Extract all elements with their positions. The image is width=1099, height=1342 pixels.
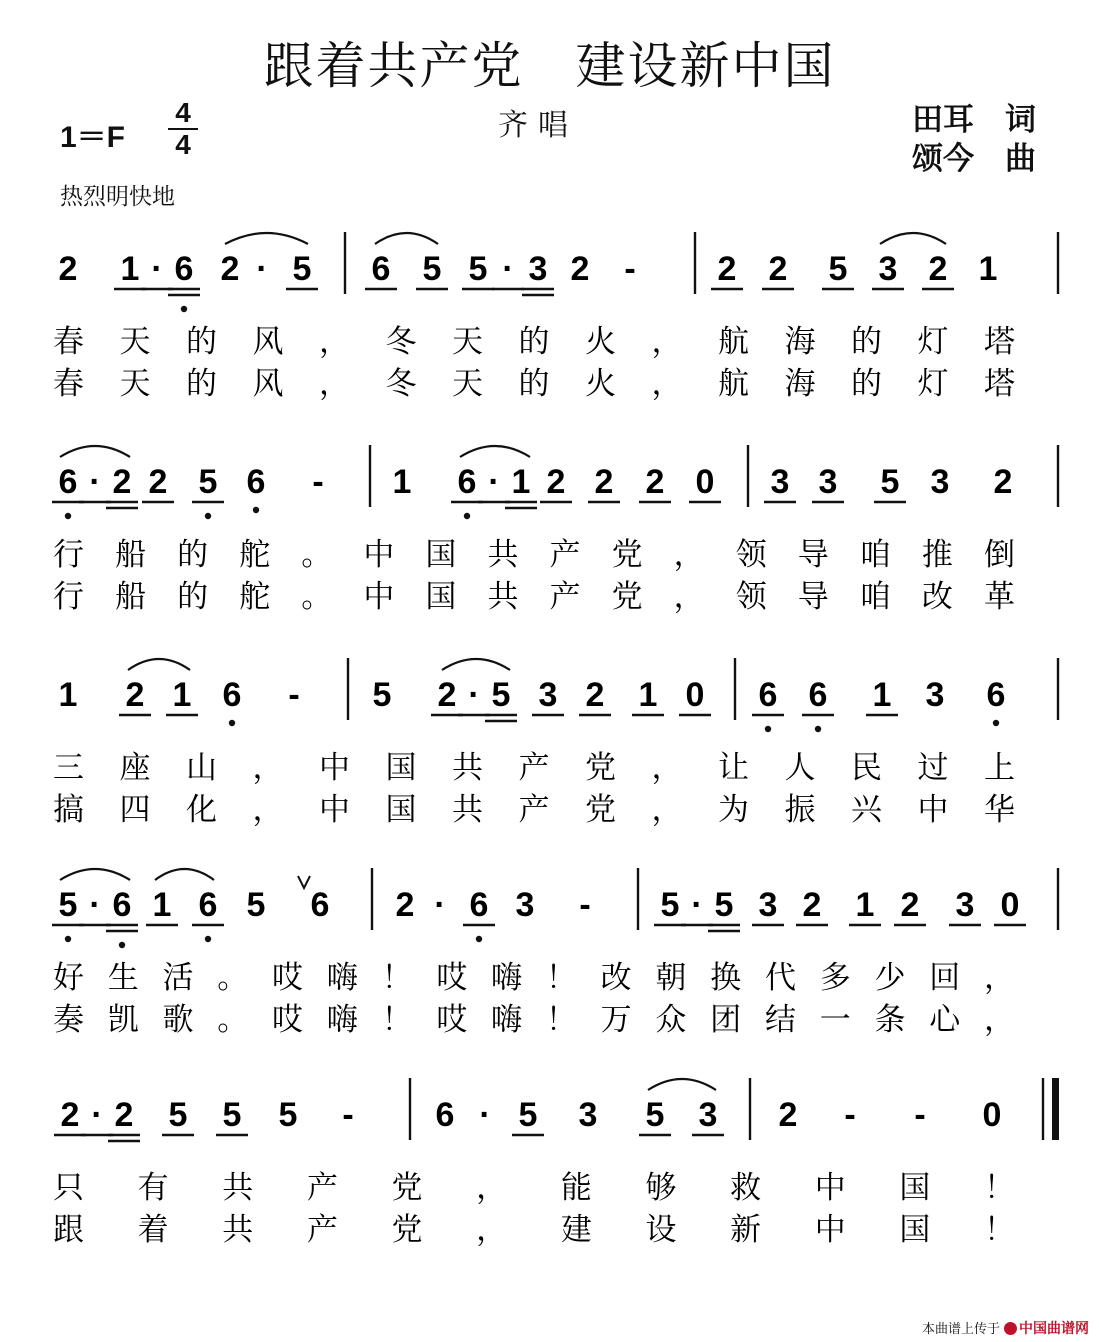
note: 3	[578, 1096, 598, 1134]
augmentation-dot: ·	[434, 886, 446, 924]
note: 6	[198, 886, 218, 924]
lyric-line: 行船的舵。中国共产党，领导咱推倒	[53, 537, 1016, 573]
note: 2	[125, 676, 145, 714]
slur-arc	[648, 1079, 716, 1090]
slur-arc	[375, 233, 438, 244]
note: 5	[660, 886, 680, 924]
note: 2	[717, 250, 737, 288]
lyric-line: 春天的风，冬天的火，航海的灯塔	[53, 366, 1015, 402]
dash-mark: -	[624, 250, 636, 288]
note: 3	[515, 886, 535, 924]
octave-dot	[65, 936, 71, 942]
slur-arc	[442, 659, 510, 670]
slur-arc	[225, 233, 308, 244]
note: 2	[220, 250, 240, 288]
footer-text: 本曲谱上传于	[921, 1322, 1000, 1337]
note: 2	[645, 463, 665, 501]
octave-dot	[205, 936, 211, 942]
note: 2	[585, 676, 605, 714]
slur-arc	[460, 446, 530, 457]
note: 5	[292, 250, 312, 288]
note: 3	[528, 250, 548, 288]
octave-dot	[253, 507, 259, 513]
note: 5	[714, 886, 734, 924]
augmentation-dot: ·	[691, 886, 703, 924]
note: 2	[928, 250, 948, 288]
octave-dot	[993, 720, 999, 726]
note: 2	[993, 463, 1013, 501]
note: 1	[855, 886, 875, 924]
note: 3	[698, 1096, 718, 1134]
augmentation-dot: ·	[151, 250, 163, 288]
augmentation-dot: ·	[479, 1096, 491, 1134]
note: 1	[638, 676, 658, 714]
lyric-line: 春天的风，冬天的火，航海的灯塔	[53, 324, 1015, 360]
note: 0	[1000, 886, 1020, 924]
lyric-line: 搞四化，中国共产党，为振兴中华	[53, 792, 1015, 828]
note: 1	[120, 250, 140, 288]
note: 2	[570, 250, 590, 288]
augmentation-dot: ·	[91, 1096, 103, 1134]
breath-mark	[298, 876, 310, 888]
lyric-line: 行船的舵。中国共产党，领导咱改革	[53, 579, 1016, 615]
note: 2	[802, 886, 822, 924]
note: 2	[112, 463, 132, 501]
note: 2	[148, 463, 168, 501]
note: 3	[538, 676, 558, 714]
note: 3	[930, 463, 950, 501]
note: 6	[371, 250, 391, 288]
lyric-line: 三座山，中国共产党，让人民过上	[53, 750, 1015, 786]
note: 6	[310, 886, 330, 924]
note: 5	[58, 886, 78, 924]
note: 5	[198, 463, 218, 501]
note: 2	[437, 676, 457, 714]
note: 2	[594, 463, 614, 501]
note: 5	[491, 676, 511, 714]
slur-arc	[155, 869, 214, 880]
note: 2	[60, 1096, 80, 1134]
note: 2	[58, 250, 78, 288]
slur-arc	[880, 233, 946, 244]
octave-dot	[765, 726, 771, 732]
note: 3	[955, 886, 975, 924]
note: 1	[978, 250, 998, 288]
slur-arc	[60, 869, 130, 880]
augmentation-dot: ·	[488, 463, 500, 501]
site-name: 中国曲谱网	[1019, 1321, 1089, 1337]
octave-dot	[119, 942, 125, 948]
note: 1	[511, 463, 531, 501]
note: 2	[778, 1096, 798, 1134]
octave-dot	[229, 720, 235, 726]
performance-form: 齐唱	[498, 108, 578, 143]
dash-mark: -	[312, 463, 324, 501]
lyric-line: 跟着共产党，建设新中国！	[53, 1212, 1015, 1248]
slur-arc	[128, 659, 190, 670]
note: 5	[422, 250, 442, 288]
note: 6	[246, 463, 266, 501]
note: 5	[246, 886, 266, 924]
note: 2	[546, 463, 566, 501]
dash-mark: -	[288, 676, 300, 714]
octave-dot	[205, 513, 211, 519]
lyric-line: 奏凯歌。哎嗨！哎嗨！万众团结一条心，	[53, 1002, 1015, 1038]
note: 2	[768, 250, 788, 288]
score-title: 跟着共产党 建设新中国	[263, 37, 836, 95]
time-signature-bottom: 4	[175, 129, 191, 160]
key-signature: 1＝F	[60, 121, 126, 154]
note: 1	[872, 676, 892, 714]
octave-dot	[476, 936, 482, 942]
note: 6	[112, 886, 132, 924]
note: 6	[758, 676, 778, 714]
lyric-line: 好生活。哎嗨！哎嗨！改朝换代多少回，	[53, 960, 1015, 996]
augmentation-dot: ·	[502, 250, 514, 288]
composer-credit: 颂今 曲	[912, 141, 1036, 177]
note: 0	[695, 463, 715, 501]
lyricist-credit: 田耳 词	[912, 102, 1036, 138]
note: 5	[168, 1096, 188, 1134]
augmentation-dot: ·	[89, 886, 101, 924]
dash-mark: -	[342, 1096, 354, 1134]
dash-mark: -	[914, 1096, 926, 1134]
note: 5	[518, 1096, 538, 1134]
slur-arc	[60, 446, 130, 457]
tempo-marking: 热烈明快地	[60, 184, 175, 210]
octave-dot	[464, 513, 470, 519]
note: 6	[174, 250, 194, 288]
note: 5	[468, 250, 488, 288]
lyric-line: 只有共产党，能够救中国！	[53, 1170, 1015, 1206]
note: 0	[982, 1096, 1002, 1134]
note: 1	[172, 676, 192, 714]
augmentation-dot: ·	[468, 676, 480, 714]
time-signature-top: 4	[175, 97, 191, 128]
octave-dot	[815, 726, 821, 732]
note: 6	[808, 676, 828, 714]
augmentation-dot: ·	[256, 250, 268, 288]
note: 1	[152, 886, 172, 924]
note: 6	[435, 1096, 455, 1134]
upload-footer	[922, 1318, 1089, 1338]
note: 5	[880, 463, 900, 501]
note: 6	[222, 676, 242, 714]
note: 6	[58, 463, 78, 501]
note: 5	[278, 1096, 298, 1134]
note: 3	[818, 463, 838, 501]
note: 1	[392, 463, 412, 501]
octave-dot	[181, 306, 187, 312]
note: 6	[457, 463, 477, 501]
dash-mark: -	[579, 886, 591, 924]
note: 3	[758, 886, 778, 924]
final-bar-thick	[1052, 1078, 1059, 1140]
note: 2	[114, 1096, 134, 1134]
site-logo-icon	[1004, 1322, 1017, 1335]
note: 2	[395, 886, 415, 924]
note: 3	[925, 676, 945, 714]
note: 3	[878, 250, 898, 288]
note: 0	[685, 676, 705, 714]
note: 1	[58, 676, 78, 714]
note: 2	[900, 886, 920, 924]
note: 5	[372, 676, 392, 714]
note: 5	[222, 1096, 242, 1134]
note: 6	[986, 676, 1006, 714]
note: 6	[469, 886, 489, 924]
octave-dot	[65, 513, 71, 519]
augmentation-dot: ·	[89, 463, 101, 501]
note: 5	[645, 1096, 665, 1134]
note: 3	[770, 463, 790, 501]
dash-mark: -	[844, 1096, 856, 1134]
note: 5	[828, 250, 848, 288]
